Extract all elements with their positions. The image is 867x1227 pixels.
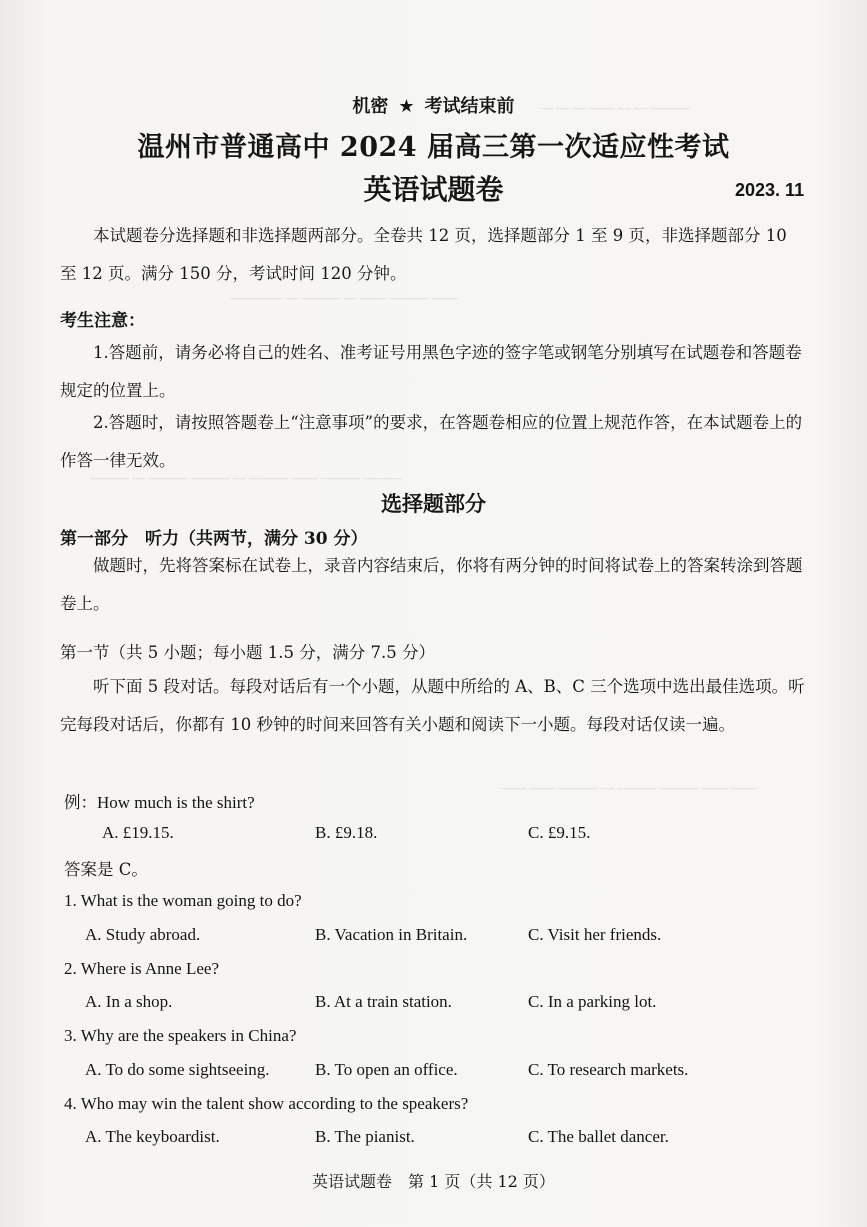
q4-option-c: C. The ballet dancer. <box>528 1127 669 1146</box>
sub1-instructions-text: 听下面 5 段对话。每段对话后有一个小题，从题中所给的 A、B、C 三个选项中选出最佳选项。听完每段对话后，你都有 10 秒钟的时间来回答有关小题和阅读下一小题。每段对话仅读一遍。 <box>60 677 805 734</box>
exam-date: 2023. 11 <box>735 180 805 200</box>
q2-option-b: B. At a train station. <box>315 992 452 1011</box>
notice-text-1: 1.答题前，请务必将自己的姓名、准考证号用黑色字迹的签字笔或钢笔分别填写在试题卷和答题卷规定的位置上。 <box>60 343 802 400</box>
q3-option-b: B. To open an office. <box>315 1060 458 1079</box>
notice-item-2 <box>60 404 805 480</box>
notice-text-2: 2.答题时，请按照答题卷上“注意事项”的要求，在答题卷相应的位置上规范作答，在本试题卷上的作答一律无效。 <box>60 413 803 470</box>
bleed-through-text: — — — —— — — ——— <box>540 100 690 115</box>
q4-option-b: B. The pianist. <box>315 1127 415 1146</box>
q2-option-a: A. In a shop. <box>85 992 173 1011</box>
part1-instructions-text: 做题时，先将答案标在试卷上，录音内容结束后，你将有两分钟的时间将试卷上的答案转涂到答题卷上。 <box>60 556 803 613</box>
part1-instructions <box>60 547 805 623</box>
bleed-through-text: ———— — ——— — —— ——— —— <box>230 290 458 305</box>
bleed-through-text: ——— — ——— ——— — ——— —— ——— ——— <box>90 470 402 485</box>
q1-option-c: C. Visit her friends. <box>528 925 662 944</box>
example-option-b: B. £9.18. <box>315 823 378 842</box>
q2-option-c: C. In a parking lot. <box>528 992 657 1011</box>
q1-option-a: A. Study abroad. <box>85 925 201 944</box>
part1-heading: 第一部分 听力（共两节，满分 30 分） <box>60 529 368 549</box>
q4-option-a: A. The keyboardist. <box>85 1127 220 1146</box>
star-icon: ★ <box>398 96 415 117</box>
notice-heading: 考生注意： <box>60 311 145 331</box>
confidential-until: 考试结束前 <box>424 96 515 117</box>
section-title: 选择题部分 <box>381 491 486 516</box>
page-footer: 英语试题卷 第 1 页（共 12 页） <box>312 1172 555 1191</box>
exam-title: 温州市普通高中 2024 届高三第一次适应性考试 <box>137 132 730 163</box>
q3-option-a: A. To do some sightseeing. <box>85 1060 270 1079</box>
question-2: 2. Where is Anne Lee? <box>64 959 219 978</box>
intro-paragraph <box>60 217 805 293</box>
q3-option-c: C. To research markets. <box>528 1060 689 1079</box>
bleed-through-text: —— —— ——— — ——— ——— —— —— <box>500 780 757 795</box>
example-label: 例： <box>64 793 97 812</box>
question-3: 3. Why are the speakers in China? <box>64 1026 297 1045</box>
question-4: 4. Who may win the talent show according to the speakers? <box>64 1094 469 1113</box>
confidential-line <box>0 92 867 118</box>
question-1: 1. What is the woman going to do? <box>64 891 302 910</box>
example-option-c: C. £9.15. <box>528 823 591 842</box>
sub1-heading: 第一节（共 5 小题；每小题 1.5 分，满分 7.5 分） <box>60 643 435 662</box>
example-line <box>64 789 255 813</box>
example-answer: 答案是 C。 <box>64 860 148 879</box>
q1-option-b: B. Vacation in Britain. <box>315 925 468 944</box>
example-question: How much is the shirt? <box>97 793 255 812</box>
example-option-a: A. £19.15. <box>102 823 174 842</box>
notice-item-1 <box>60 334 805 410</box>
intro-text: 本试题卷分选择题和非选择题两部分。全卷共 12 页，选择题部分 1 至 9 页，非选择题部分 10 至 12 页。满分 150 分，考试时间 120 分钟。 <box>60 226 787 283</box>
confidential-label: 机密 <box>352 96 389 117</box>
sub1-instructions <box>60 668 805 744</box>
exam-subtitle: 英语试题卷 <box>363 173 504 206</box>
